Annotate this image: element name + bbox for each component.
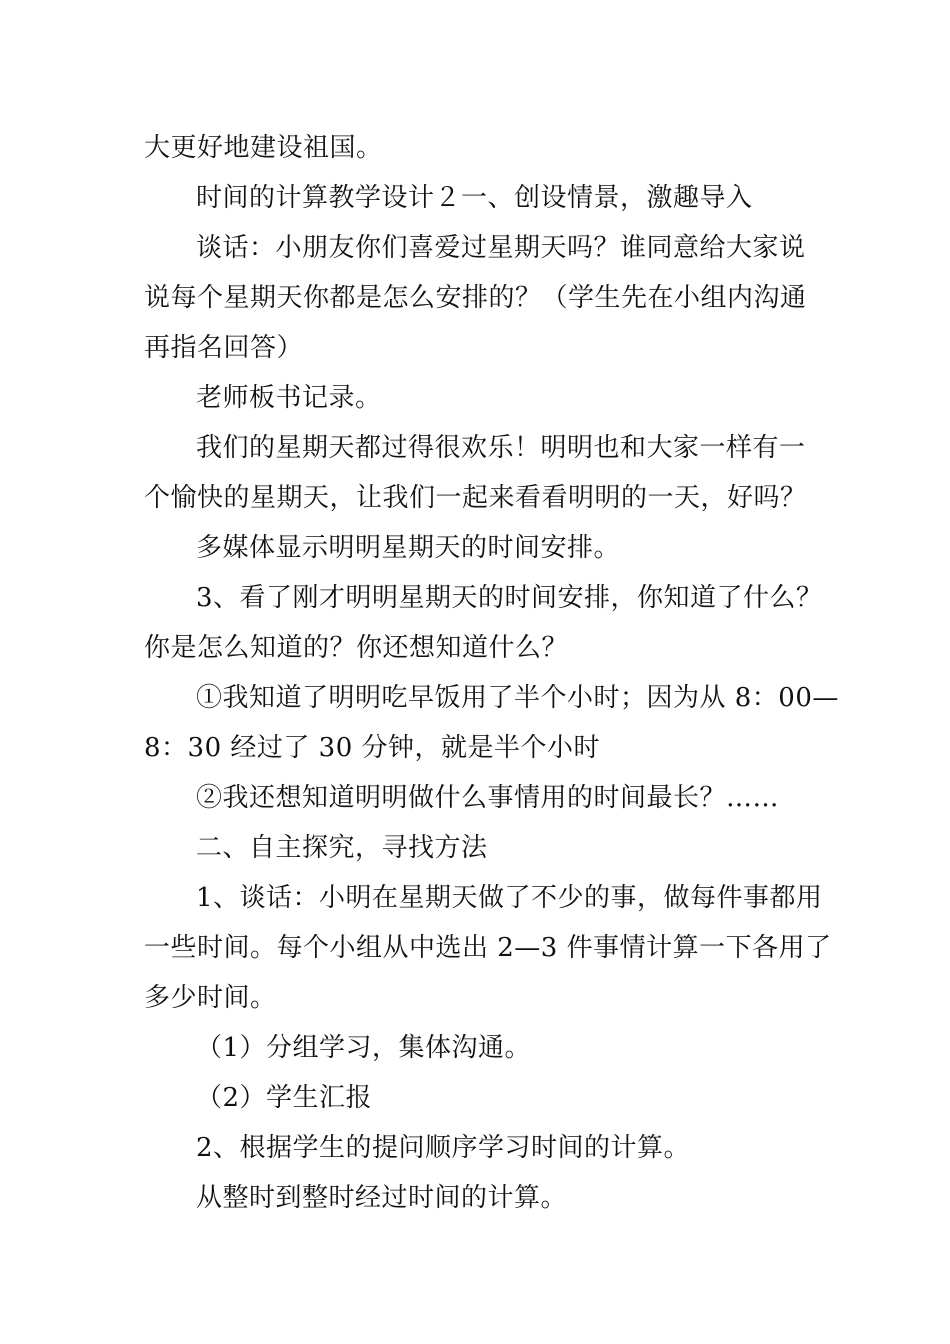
section-heading: 二、自主探究，寻找方法 bbox=[196, 833, 488, 863]
text-line: 谈话：小朋友你们喜爱过星期天吗？谁同意给大家说 bbox=[196, 233, 806, 263]
text-line: 再指名回答） bbox=[144, 333, 304, 363]
text-line: 说每个星期天你都是怎么安排的？（学生先在小组内沟通 bbox=[144, 283, 807, 313]
text-line: ①我知道了明明吃早饭用了半个小时；因为从 8：00— bbox=[196, 683, 839, 713]
text-line: 大更好地建设祖国。 bbox=[144, 133, 383, 163]
text-line: （1）分组学习，集体沟通。 bbox=[196, 1033, 532, 1063]
text-line: 1、谈话：小明在星期天做了不少的事，做每件事都用 bbox=[196, 883, 823, 913]
text-line: 多少时间。 bbox=[144, 983, 277, 1013]
text-line: 2、根据学生的提问顺序学习时间的计算。 bbox=[196, 1133, 691, 1163]
text-line: 你是怎么知道的？你还想知道什么？ bbox=[144, 633, 569, 663]
text-line: 时间的计算教学设计２一、创设情景，激趣导入 bbox=[196, 183, 753, 213]
text-line: （2）学生汇报 bbox=[196, 1083, 373, 1113]
text-line: 我们的星期天都过得很欢乐！明明也和大家一样有一 bbox=[196, 433, 806, 463]
text-line: 3、看了刚才明明星期天的时间安排，你知道了什么？ bbox=[196, 583, 823, 613]
text-line: 从整时到整时经过时间的计算。 bbox=[196, 1183, 568, 1213]
text-line: 老师板书记录。 bbox=[196, 383, 382, 413]
text-line: 8：30 经过了 30 分钟，就是半个小时 bbox=[144, 733, 601, 763]
text-line: 个愉快的星期天，让我们一起来看看明明的一天，好吗？ bbox=[144, 483, 807, 513]
text-line: ②我还想知道明明做什么事情用的时间最长？…… bbox=[196, 783, 780, 813]
text-line: 一些时间。每个小组从中选出 2—3 件事情计算一下各用了 bbox=[144, 933, 832, 963]
text-line: 多媒体显示明明星期天的时间安排。 bbox=[196, 533, 621, 563]
